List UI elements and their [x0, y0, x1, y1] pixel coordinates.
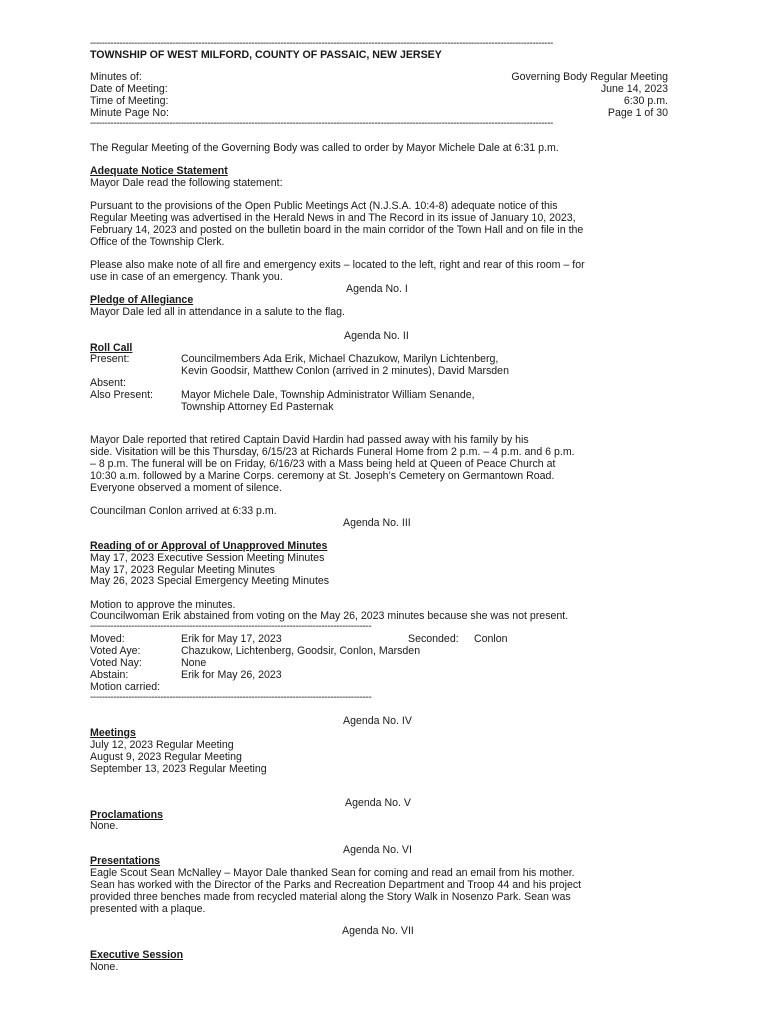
presentations-line: Eagle Scout Sean McNalley – Mayor Dale thanked Sean for coming and read an email from his mother.	[90, 867, 575, 879]
notice-line: Regular Meeting was advertised in the Herald News in and The Record in its issue of January 10, 2023,	[90, 212, 576, 224]
field-value-date: June 14, 2023	[600, 83, 668, 95]
hardin-paragraph-line: side. Visitation will be this Thursday, 6/15/23 at Richards Funeral Home from 2 p.m. – 4 p.m. and 6 p.m.	[90, 446, 575, 458]
meeting-item: September 13, 2023 Regular Meeting	[90, 763, 267, 775]
executive-session-text: None.	[90, 961, 119, 973]
header-bottom-rule: --------------------------------------------------------------------------------------------------------------------------------------------------------------	[90, 118, 553, 129]
agenda-number-3: Agenda No. III	[343, 517, 411, 529]
conlon-arrival: Councilman Conlon arrived at 6:33 p.m.	[90, 505, 277, 517]
hardin-paragraph-line: – 8 p.m. The funeral will be on Friday, 6/16/23 with a Mass being held at Queen of Peace Church at	[90, 458, 556, 470]
notice-line: Office of the Township Clerk.	[90, 236, 225, 248]
executive-session-heading: Executive Session	[90, 949, 184, 961]
notice-line: February 14, 2023 and posted on the bulletin board in the main corridor of the Town Hall and on file in the	[90, 224, 584, 236]
call-to-order: The Regular Meeting of the Governing Body was called to order by Mayor Michele Dale at 6:31 p.m.	[90, 142, 559, 154]
agenda-number-1: Agenda No. I	[346, 283, 408, 295]
field-value-time: 6:30 p.m.	[623, 95, 668, 107]
proclamations-heading: Proclamations	[90, 809, 164, 821]
pledge-heading: Pledge of Allegiance	[90, 294, 194, 306]
voted-aye-label: Voted Aye:	[90, 645, 141, 657]
voted-aye-value: Chazukow, Lichtenberg, Goodsir, Conlon, Marsden	[181, 645, 421, 657]
field-label-minutes-of: Minutes of:	[90, 71, 142, 83]
document-title: TOWNSHIP OF WEST MILFORD, COUNTY OF PASSAIC, NEW JERSEY	[90, 49, 442, 61]
voted-nay-label: Voted Nay:	[90, 657, 142, 669]
also-present-label: Also Present:	[90, 389, 154, 401]
hardin-paragraph-line: Everyone observed a moment of silence.	[90, 482, 282, 494]
agenda-number-6: Agenda No. VI	[343, 844, 412, 856]
exits-line: use in case of an emergency. Thank you.	[90, 271, 283, 283]
minutes-item: May 17, 2023 Executive Session Meeting Minutes	[90, 552, 325, 564]
exits-line: Please also make note of all fire and emergency exits – located to the left, right and rear of this room – for	[90, 259, 585, 271]
seconded-value: Conlon	[474, 633, 508, 645]
notice-intro: Mayor Dale read the following statement:	[90, 177, 283, 189]
present-members: Kevin Goodsir, Matthew Conlon (arrived in 2 minutes), David Marsden	[181, 365, 509, 377]
agenda-number-5: Agenda No. V	[345, 797, 411, 809]
header-top-rule: --------------------------------------------------------------------------------------------------------------------------------------------------------------	[90, 38, 553, 49]
vote-top-rule: ------------------------------------------------------------------------------------------------	[90, 621, 372, 632]
meeting-item: July 12, 2023 Regular Meeting	[90, 739, 234, 751]
meetings-heading: Meetings	[90, 727, 136, 739]
motion-result: Motion carried:	[90, 681, 161, 693]
hardin-paragraph-line: 10:30 a.m. followed by a Marine Corps. ceremony at St. Joseph’s Cemetery on Germantown Road.	[90, 470, 555, 482]
present-label: Present:	[90, 353, 130, 365]
absent-label: Absent:	[90, 377, 126, 389]
also-present-members: Township Attorney Ed Pasternak	[181, 401, 334, 413]
seconded-label: Seconded:	[408, 633, 459, 645]
proclamations-text: None.	[90, 820, 119, 832]
present-members: Councilmembers Ada Erik, Michael Chazukow, Marilyn Lichtenberg,	[181, 353, 499, 365]
abstain-value: Erik for May 26, 2023	[181, 669, 282, 681]
voted-nay-value: None	[181, 657, 207, 669]
minutes-item: May 17, 2023 Regular Meeting Minutes	[90, 564, 275, 576]
field-label-date: Date of Meeting:	[90, 83, 168, 95]
field-label-time: Time of Meeting:	[90, 95, 169, 107]
also-present-members: Mayor Michele Dale, Township Administrator William Senande,	[181, 389, 475, 401]
field-value-page: Page 1 of 30	[607, 107, 668, 119]
roll-call-heading: Roll Call	[90, 342, 133, 354]
presentations-heading: Presentations	[90, 855, 161, 867]
abstain-label: Abstain:	[90, 669, 129, 681]
field-value-minutes-of: Governing Body Regular Meeting	[511, 71, 668, 83]
moved-value: Erik for May 17, 2023	[181, 633, 282, 645]
moved-label: Moved:	[90, 633, 125, 645]
pledge-text: Mayor Dale led all in attendance in a salute to the flag.	[90, 306, 345, 318]
motion-text: Motion to approve the minutes.	[90, 599, 236, 611]
notice-line: Pursuant to the provisions of the Open Public Meetings Act (N.J.S.A. 10:4-8) adequate notice of this	[90, 200, 558, 212]
agenda-number-4: Agenda No. IV	[343, 715, 412, 727]
hardin-paragraph-line: Mayor Dale reported that retired Captain David Hardin had passed away with his family by his	[90, 434, 529, 446]
minutes-heading: Reading of or Approval of Unapproved Minutes	[90, 540, 328, 552]
field-label-page: Minute Page No:	[90, 107, 169, 119]
abstain-note: Councilwoman Erik abstained from voting on the May 26, 2023 minutes because she was not present.	[90, 610, 569, 622]
agenda-number-2: Agenda No. II	[344, 330, 409, 342]
notice-heading: Adequate Notice Statement	[90, 165, 228, 177]
presentations-line: presented with a plaque.	[90, 903, 206, 915]
meeting-item: August 9, 2023 Regular Meeting	[90, 751, 242, 763]
minutes-item: May 26, 2023 Special Emergency Meeting Minutes	[90, 575, 330, 587]
vote-bottom-rule: ------------------------------------------------------------------------------------------------	[90, 692, 372, 703]
presentations-line: Sean has worked with the Director of the Parks and Recreation Department and Troop 44 and his project	[90, 879, 582, 891]
presentations-line: provided three benches made from recycled material along the Story Walk in Nosenzo Park. Sean was	[90, 891, 571, 903]
agenda-number-7: Agenda No. VII	[342, 925, 414, 937]
